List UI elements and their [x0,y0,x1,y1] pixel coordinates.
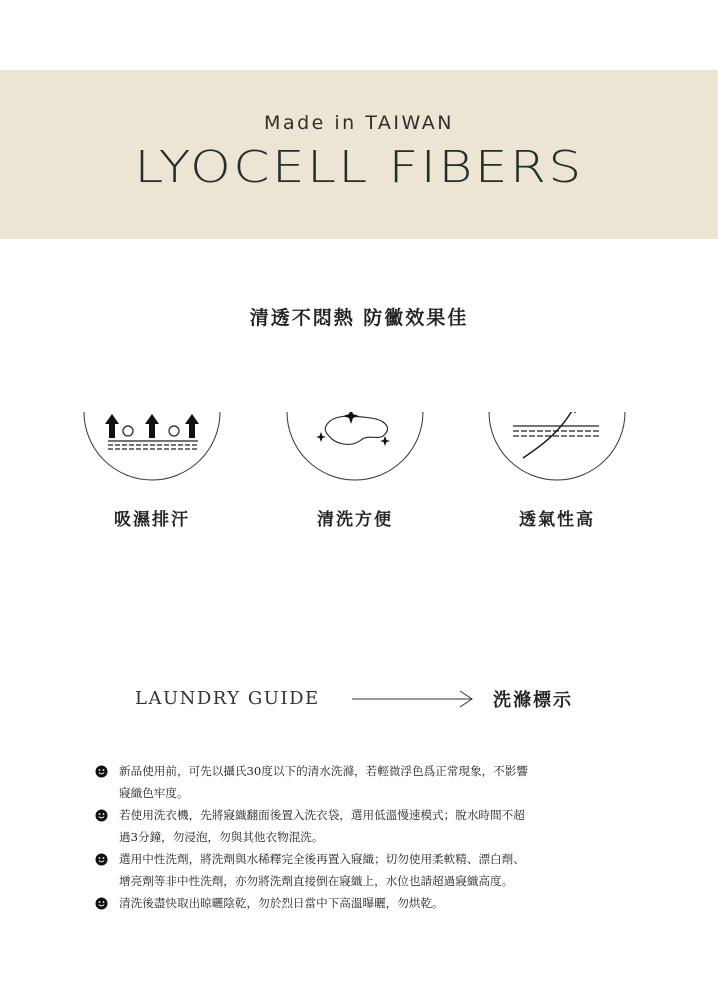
note-line: 選用中性洗劑，將洗劑與水稀釋完全後再置入寢織；切勿使用柔軟精、漂白劑、 [119,852,525,866]
feature-label: 清洗方便 [317,510,393,530]
list-item [95,848,635,892]
note-line: 寢織色牢度。 [119,786,189,800]
easy-wash-icon [285,412,425,502]
note-line: 新品使用前，可先以攝氏30度以下的清水洗滌，若輕微浮色爲正常現象，不影響 [119,764,528,778]
feature-headline: 清透不悶熱 防黴效果佳 [249,307,469,329]
smiley-bullet-icon [95,897,108,910]
feature-moisture-wicking [82,412,222,532]
moisture-wicking-icon [82,412,222,502]
list-item [95,892,635,914]
feature-easy-wash [285,412,425,532]
note-line: 清洗後盡快取出晾曬陰乾，勿於烈日當中下高溫曝曬，勿烘乾。 [119,896,444,910]
note-line: 增亮劑等非中性洗劑，亦勿將洗劑直接倒在寢織上，水位也請超過寢織高度。 [119,874,514,888]
smiley-bullet-icon [95,853,108,866]
breathable-icon [487,412,627,502]
feature-label: 透氣性高 [519,510,595,530]
made-in-taiwan-label: Made in TAIWAN [264,112,454,134]
laundry-guide-title: LAUNDRY GUIDE [135,688,320,709]
smiley-bullet-icon [95,809,108,822]
laundry-guide-title-zh: 洗滌標示 [493,690,573,711]
feature-label: 吸濕排汗 [114,510,190,530]
smiley-bullet-icon [95,765,108,778]
banner-title: LYOCELL FIBERS [134,142,584,193]
hero-banner [0,70,718,239]
note-line: 若使用洗衣機，先將寢織翻面後置入洗衣袋，選用低溫慢速模式；脫水時間不超 [119,808,525,822]
list-item [95,760,635,804]
list-item [95,804,635,848]
feature-breathable [487,412,627,532]
laundry-notes [95,760,635,914]
arrow-right-icon [352,689,476,709]
note-line: 過3分鐘，勿浸泡，勿與其他衣物混洗。 [119,830,324,844]
